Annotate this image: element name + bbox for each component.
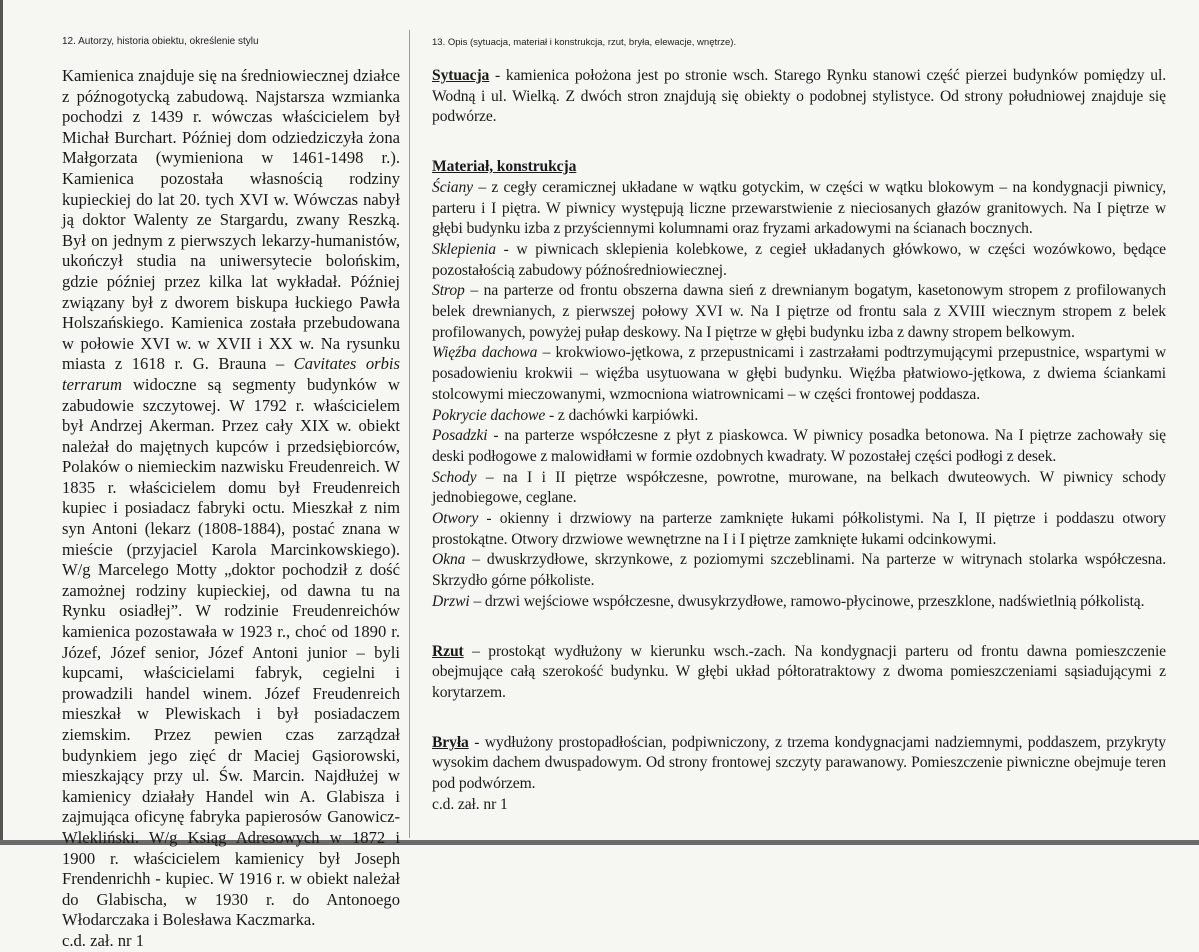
material-item-text: – z cegły ceramicznej układane w wątku gotyckim, w części w wątku blokowym – na kondygnacji piwnicy, parteru i I piętra. W piwnicy występują liczne przewarstwienie z nieciosanych głazów granitowych. Na I piętrze w głębi budynku izba z przyściennymi kolumnami oraz fryzami arkadowymi na ścianach bocznych. xyxy=(432,178,1166,238)
material-item xyxy=(432,343,1166,405)
material-item-text: – na I i II piętrze współczesne, powrotne, murowane, na belkach dwuteowych. W piwnicy schody jednobiegowe, ceglane. xyxy=(432,468,1166,507)
description-continued-note: c.d. zał. nr 1 xyxy=(432,795,508,813)
material-item-term: Schody xyxy=(432,468,477,486)
history-column xyxy=(62,66,400,952)
section-material xyxy=(432,157,1166,612)
history-body: Kamienica znajduje się na średniowiecznej działce z późnogotycką zabudową. Najstarsza wzmianka pochodzi z 1439 r. wówczas właścicielem był Michał Burchart. Później dom odziedziczyła żona Małgorzata (wymieniona w 1461-1498 r.). Kamienica pozostała własnością rodziny kupieckiej do lat 20. tych XVI w. Wówczas nabył ją doktor Walenty ze Stargardu, zwany Reszką. Był on jednym z pierwszych lekarzy-humanistów, ukończył studia na uniwersytecie bolońskim, gdzie później przez kilka lat wykładał. Później związany był z dworem biskupa łuckiego Pawła Holszańskiego. Kamienica została przebudowana w połowie XVI w. w XVII i XX w. Na rysunku miasta z 1618 r. G. Brauna – xyxy=(62,66,400,374)
material-item-term: Sklepienia xyxy=(432,240,496,258)
material-item-term: Okna xyxy=(432,551,466,569)
section-sytuacja xyxy=(432,66,1166,128)
material-item xyxy=(432,281,1166,343)
section-bryla xyxy=(432,733,1166,816)
material-item-text: – na parterze od frontu obszerna dawna sień z drewnianym bogatym, kasetonowym stropem z profilowanych belek drewnianych, z pierwszej połowy XVI w. Na I piętrze od frontu sala z XVIII wiecznym stropem z belek profilowanych, powyżej pułap deskowy. Na I piętrze w głębi budynku izba z dawny stropem belkowym. xyxy=(432,282,1166,341)
sytuacja-title: Sytuacja xyxy=(432,67,490,84)
material-title: Materiał, konstrukcja xyxy=(432,158,577,176)
material-item-text: - na parterze współczesne z płyt z piaskowca. W piwnicy posadka betonowa. Na I piętrze zachowały się deski podłogowe z malowidłami w formie ozdobnych kwadraty. W pozostałej części podłogi z desek. xyxy=(432,427,1166,465)
material-item xyxy=(432,240,1166,281)
material-item xyxy=(432,178,1166,240)
material-items xyxy=(432,178,1166,613)
history-continued-note: c.d. zał. nr 1 xyxy=(62,930,145,950)
history-italic-title: Cavitates orbis terrarum xyxy=(62,354,400,394)
material-item xyxy=(432,426,1166,467)
material-item-text: – drzwi wejściowe współczesne, dwusykrzydłowe, ramowo-płycinowe, przeszklone, nadświetlnią półkolistą. xyxy=(469,592,1145,610)
description-column xyxy=(432,66,1166,816)
rzut-title: Rzut xyxy=(432,642,464,660)
material-item-text: – krokwiowo-jętkowa, z przepustnicami i zastrzałami podtrzymującymi przepustnice, wspartymi w posadowieniu krokwii – więźba usytuowana w głębi budynku. Więźba płatwiowo-jętkowa, z dwiema ściankami stolcowymi mieczowanymi, wzmocniona wiatrownicami – w części frontowej poddasza. xyxy=(432,344,1166,403)
sytuacja-text: - kamienica położona jest po stronie wsch. Starego Rynku stanowi część pierzei budynków pomiędzy ul. Wodną i ul. Wielką. Z dwóch stron znajdują się obiekty o podobnej stylistyce. Od strony południowej znajduje się podwórze. xyxy=(432,67,1166,126)
material-item-text: - okienny i drzwiowy na parterze zamknięte łukami półkolistymi. Na I, II piętrze i poddaszu otwory prostokątne. Otwory drzwiowe wewnętrzne na I i I piętrze zamknięte łukami odcinkowymi. xyxy=(432,510,1166,548)
column-divider xyxy=(409,30,410,838)
material-item-term: Ściany xyxy=(432,178,473,196)
scan-edge-left xyxy=(0,0,3,845)
bryla-title: Bryła xyxy=(432,733,469,751)
material-item-term: Drzwi xyxy=(432,592,470,610)
section-12-heading: 12. Autorzy, historia obiektu, określenie stylu xyxy=(62,36,259,47)
section-13-heading: 13. Opis (sytuacja, materiał i konstrukcja, rzut, bryła, elewacje, wnętrze). xyxy=(432,37,737,48)
rzut-text: – prostokąt wydłużony w kierunku wsch.-zach. Na kondygnacji parteru od frontu dawna pomieszczenie obejmujące całą szerokość budynku. W głębi układ półtoratraktowy z dwoma pomieszczeniami sąsiadującymi z korytarzem. xyxy=(432,642,1166,701)
material-item xyxy=(432,468,1166,509)
material-item-text: - w piwnicach sklepienia kolebkowe, z cegieł układanych główkowo, w części wozówkowo, będące pozostałością zabudowy późnośredniowiecznej. xyxy=(432,240,1166,279)
history-body-continued: widoczne są segmenty budynków w zabudowie szczytowej. W 1792 r. właścicielem był Andrzej Akerman. Przez cały XIX w. obiekt należał do majętnych kupców i przedsiębiorców, Polaków o niemieckim nazwisku Freudenreich. W 1835 r. właścicielem domu był Freudenreich kupiec i posiadacz fabryki octu. Mieszkał z nim syn Antoni (lekarz (1808-1884), postać znana w mieście (przyjaciel Karola Marcinkowskiego). W/g Marcelego Motty „doktor pochodził z dość zamożnej rodziny kupieckiej, od dawna tu na Rynku osiadłej”. W rodzinie Freudenreichów kamienica pozostawała w 1923 r., choć od 1890 r. Józef, Józef senior, Józef Antoni junior – byli kupcami, właścicielami fabryk, cegielni i prowadzili handel winem. Józef Freudenreich mieszkał w Plewiskach i był posiadaczem ziemskim. Przez pewien czas zarządzał budynkiem jego zięć dr Maciej Gąsiorowski, mieszkający przy ul. Św. Marcin. Najdłużej w kamienicy działały Handel win A. Glabisza i zajmująca oficynę fabryka papierosów Ganowicz-Wlekliński. W/g Ksiąg Adresowych w 1872 i 1900 r. właścicielem kamienicy był Joseph Frendenrichh - kupiec. W 1916 r. w obiekt należał do Glabischa, w 1930 r. do Antonoego Włodarczaka i Bolesława Kaczmarka. xyxy=(62,374,401,930)
bryla-text: - wydłużony prostopadłościan, podpiwniczony, z trzema kondygnacjami nadziemnymi, poddaszem, przykryty wysokim dachem dwuspadowym. Od strony frontowej szczyty parawanowy. Pomieszczenie piwniczne obejmuje teren pod podwórzem. xyxy=(432,733,1166,793)
material-item-term: Pokrycie dachowe xyxy=(432,406,546,424)
material-item xyxy=(432,509,1166,550)
material-item-term: Więźba dachowa xyxy=(432,344,538,362)
material-item xyxy=(432,406,1166,427)
material-item-term: Posadzki xyxy=(432,427,488,445)
material-item xyxy=(432,592,1166,613)
material-item-term: Strop xyxy=(432,282,465,300)
material-item xyxy=(432,550,1166,591)
history-text xyxy=(62,66,400,931)
material-item-text: – dwuskrzydłowe, skrzynkowe, z poziomymi szczeblinami. Na parterze w witrynach stolarka współczesna. Skrzydło górne półkoliste. xyxy=(432,551,1166,590)
material-item-text: - z dachówki karpiówki. xyxy=(545,406,699,424)
material-item-term: Otwory xyxy=(432,510,479,528)
section-rzut xyxy=(432,642,1166,704)
